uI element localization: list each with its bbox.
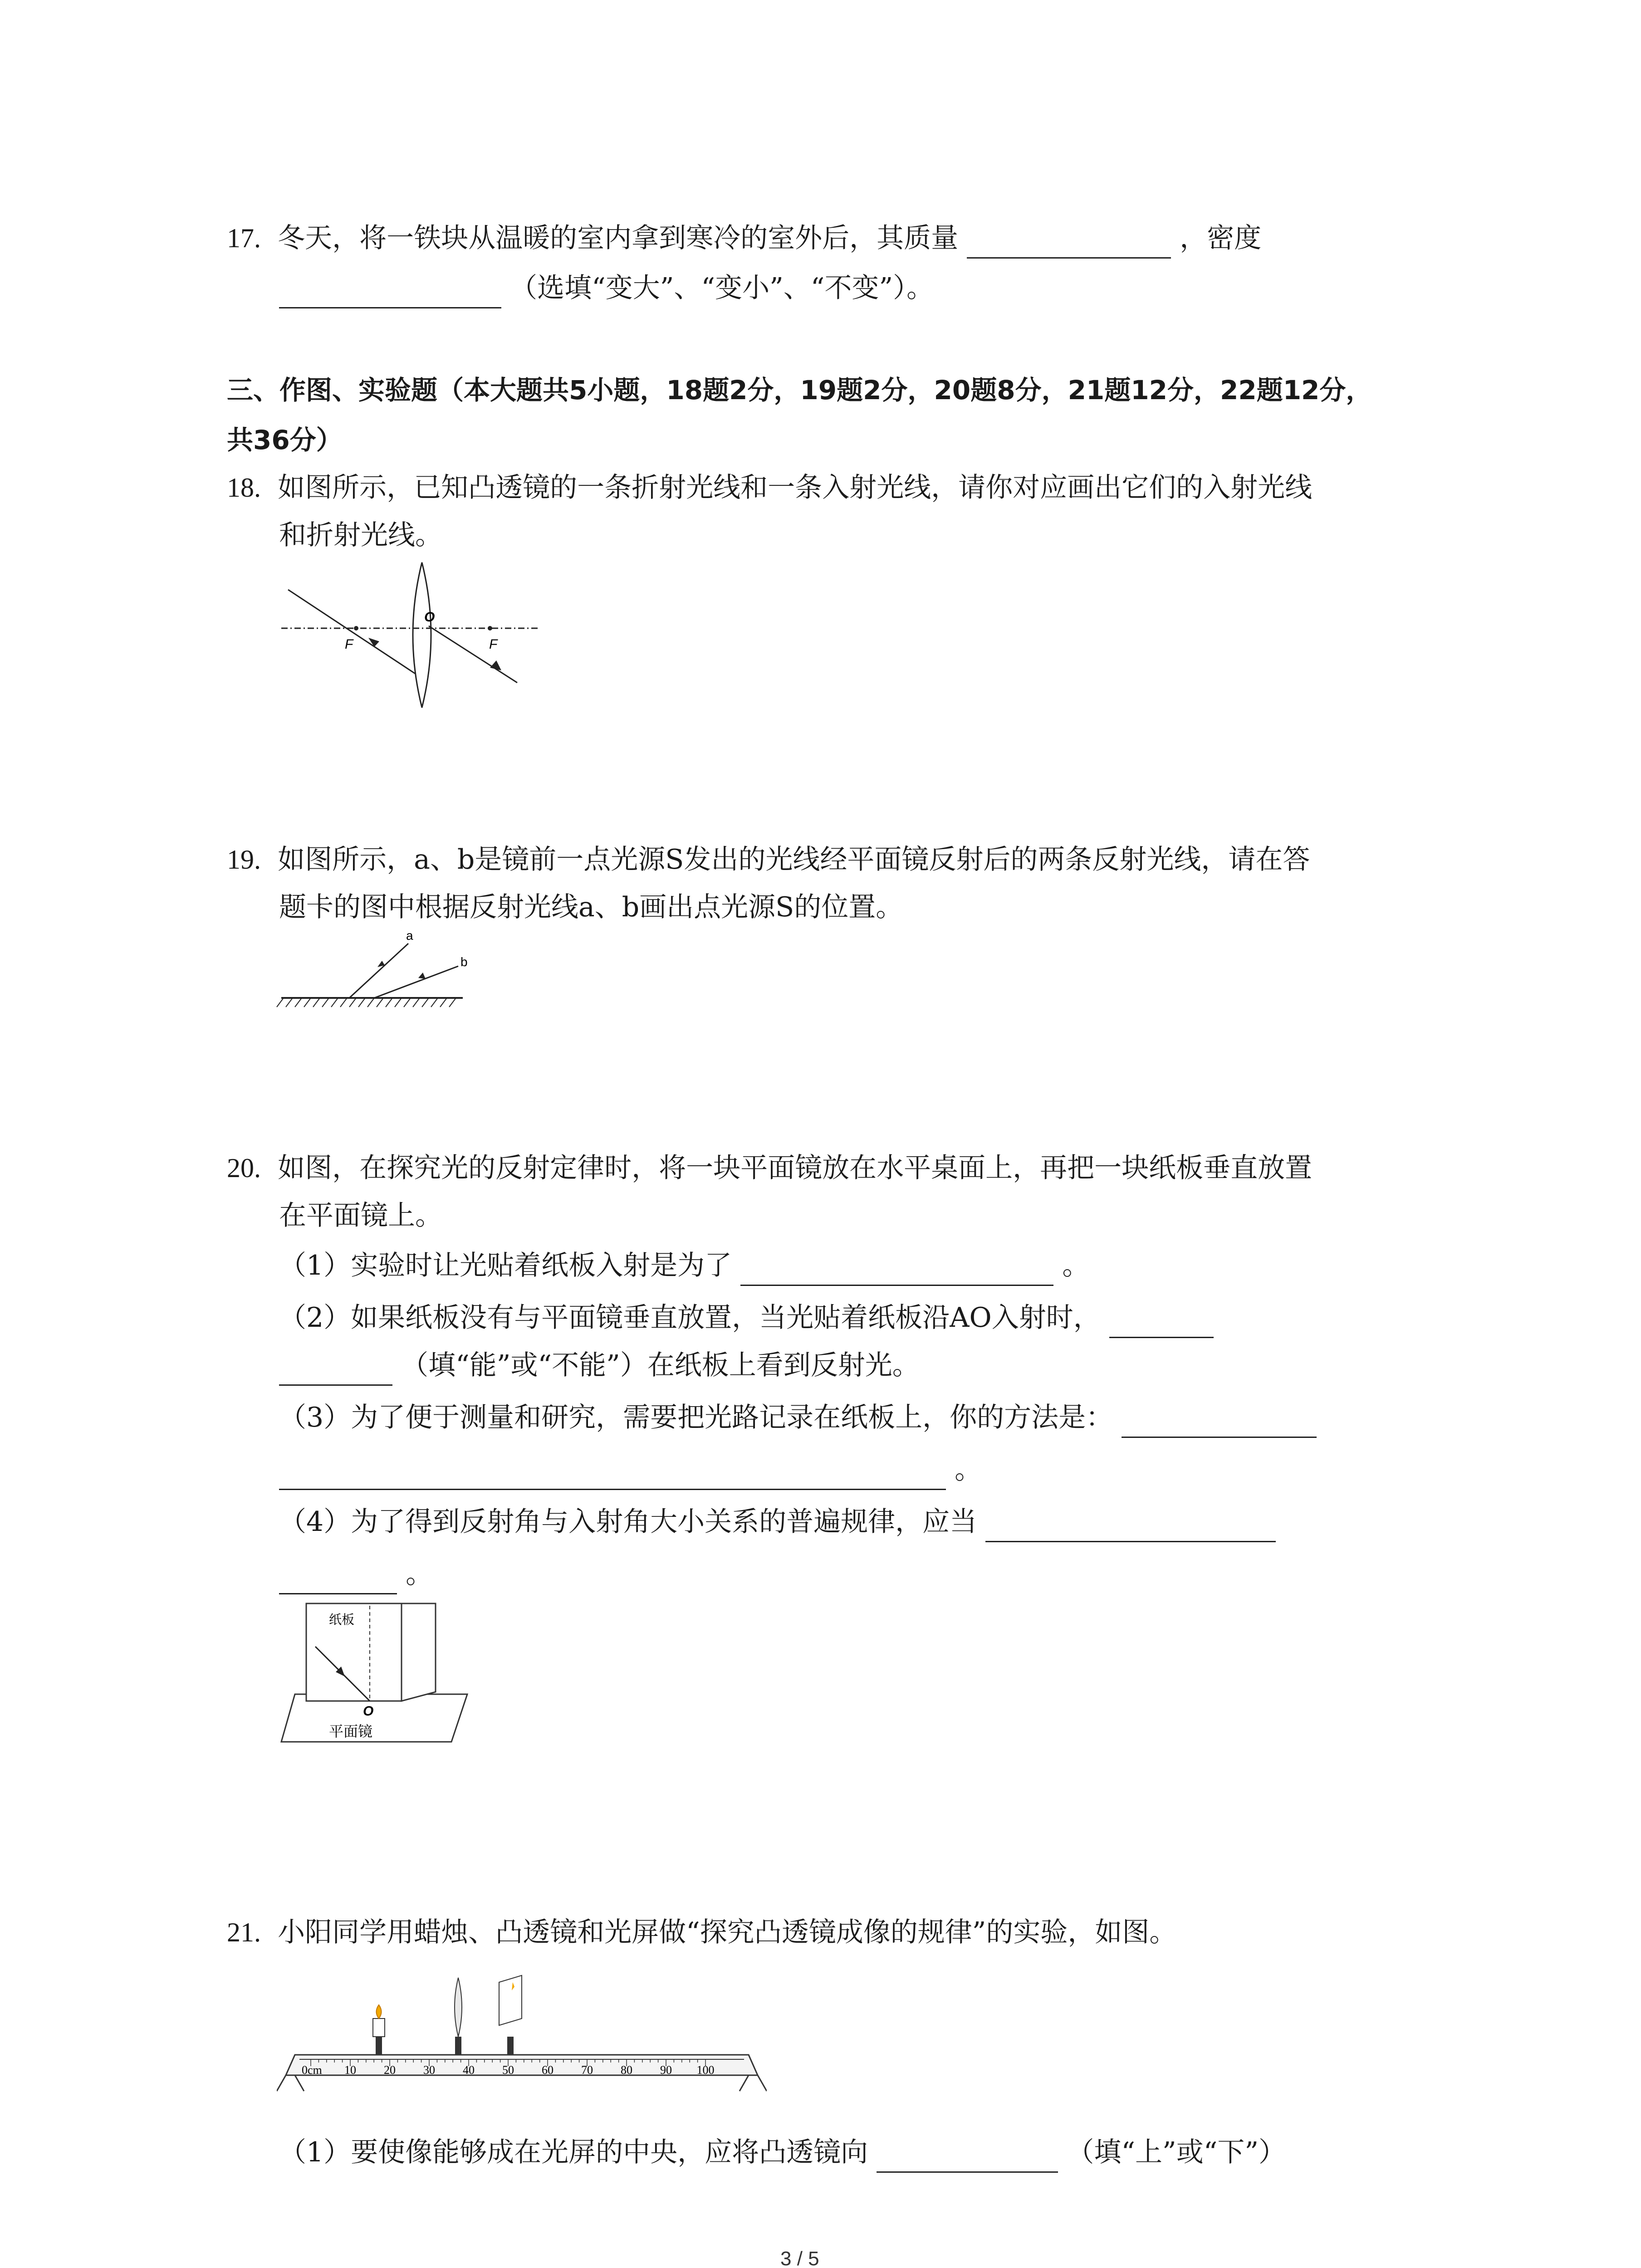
q20-part4-line2 (279, 1554, 433, 1594)
focal-point-right (488, 626, 492, 631)
q20-text-2: 在平面镜上。 (279, 1200, 442, 1232)
arrow-icon (418, 973, 426, 979)
bench-tick-label: 60 (542, 2063, 554, 2077)
bench-tick-label: 90 (660, 2063, 672, 2077)
bench-tick-label: 80 (621, 2063, 632, 2077)
optical-bench (286, 2055, 758, 2075)
paper-board-right (402, 1603, 436, 1701)
q20-p2-blank-b[interactable] (279, 1353, 392, 1386)
convex-lens-icon (413, 562, 431, 708)
q20-part2-line1 (279, 1297, 1214, 1338)
q19-line1 (227, 839, 1310, 880)
arrow-icon (490, 660, 501, 670)
q20-number: 20. (227, 1153, 261, 1183)
q20-part4-line1 (279, 1501, 1276, 1542)
q20-part1 (279, 1245, 1089, 1286)
q20-p1-blank[interactable] (740, 1253, 1053, 1286)
q20-p4-blank-b[interactable] (279, 1561, 397, 1594)
q20-p4-text: （4）为了得到反射角与入射角大小关系的普遍规律，应当 (279, 1506, 977, 1538)
light-screen-icon (499, 1975, 522, 2055)
q21-text-1: 小阳同学用蜡烛、凸透镜和光屏做“探究凸透镜成像的规律”的实验，如图。 (278, 1916, 1177, 1948)
bench-tick-label: 0cm (302, 2063, 322, 2077)
q20-p4-end: 。 (406, 1558, 433, 1590)
q19-text-2: 题卡的图中根据反射光线a、b画出点光源S的位置。 (279, 891, 903, 923)
q17-text-a: 冬天，将一铁块从温暖的室内拿到寒冷的室外后，其质量 (278, 222, 959, 254)
q21-p1-end: （填“上”或“下”） (1067, 2136, 1286, 2168)
q20-p2-text: （2）如果纸板没有与平面镜垂直放置，当光贴着纸板沿AO入射时， (279, 1302, 1101, 1334)
q20-p3-text: （3）为了便于测量和研究，需要把光路记录在纸板上，你的方法是： (279, 1402, 1113, 1433)
q17-text-b: ，密度 (1180, 222, 1262, 254)
q21-p1-blank[interactable] (877, 2140, 1058, 2173)
q17-blank-density[interactable] (279, 275, 501, 308)
candle-icon (373, 2005, 385, 2055)
label-b: b (460, 955, 468, 969)
q19-number: 19. (227, 845, 261, 875)
bench-tick-label: 50 (502, 2063, 514, 2077)
q21-number: 21. (227, 1917, 261, 1947)
q21-part1 (279, 2132, 1286, 2173)
section3-title-line1: 三、作图、实验题（本大题共5小题，18题2分，19题2分，20题8分，21题12分，22题12分， (227, 375, 1372, 406)
q18-line1 (227, 467, 1312, 508)
q20-line1 (227, 1148, 1312, 1188)
q18-lens-figure (272, 558, 544, 712)
q21-p1-text: （1）要使像能够成在光屏的中央，应将凸透镜向 (279, 2136, 868, 2168)
q17-number: 17. (227, 223, 261, 253)
label-board: 纸板 (329, 1613, 355, 1627)
q21-optical-bench-figure (277, 1969, 767, 2096)
q20-p1-text: （1）实验时让光贴着纸板入射是为了 (279, 1250, 732, 1281)
label-o: O (363, 1704, 374, 1719)
q19-text-1: 如图所示，a、b是镜前一点光源S发出的光线经平面镜反射后的两条反射光线，请在答 (278, 844, 1310, 875)
bench-tick-label: 30 (423, 2063, 435, 2077)
label-a: a (406, 929, 413, 943)
q17-line1 (227, 218, 1261, 259)
q20-p2-blank-a[interactable] (1109, 1305, 1214, 1338)
q20-part3-line2 (279, 1449, 982, 1490)
convex-lens-icon (455, 1978, 462, 2055)
bench-tick-label: 40 (463, 2063, 475, 2077)
bench-tick-label: 20 (384, 2063, 396, 2077)
q17-line2 (279, 268, 934, 308)
q20-p3-blank-b[interactable] (279, 1457, 946, 1490)
reflected-ray-a (349, 943, 408, 998)
q20-text-1: 如图，在探究光的反射定律时，将一块平面镜放在水平桌面上，再把一块纸板垂直放置 (278, 1152, 1313, 1184)
reflected-ray-b (374, 966, 458, 998)
focal-point-left (354, 626, 358, 631)
q20-p4-blank-a[interactable] (985, 1509, 1276, 1542)
q17-blank-mass[interactable] (967, 225, 1171, 259)
refracted-ray (429, 626, 517, 683)
q19-mirror-figure (272, 925, 499, 1016)
bench-tick-label: 10 (344, 2063, 356, 2077)
q20-part2-line2 (279, 1345, 920, 1386)
section3-title-line2: 共36分） (227, 425, 343, 455)
mirror-hatching (277, 998, 456, 1007)
q20-p2-end: （填“能”或“不能”）在纸板上看到反射光。 (401, 1349, 920, 1381)
page-number: 3 / 5 (780, 2248, 819, 2268)
label-f-right: F (489, 637, 498, 652)
incident-ray (288, 590, 415, 674)
q21-line1 (227, 1912, 1176, 1953)
arrow-icon (368, 638, 379, 647)
label-o: O (424, 610, 435, 625)
label-f-left: F (345, 637, 353, 652)
q20-part3-line1 (279, 1397, 1317, 1438)
q17-text-c: （选填“变大”、“变小”、“不变”）。 (510, 272, 934, 304)
q18-number: 18. (227, 473, 261, 503)
bench-tick-label: 70 (581, 2063, 593, 2077)
q20-p1-end: 。 (1062, 1250, 1090, 1281)
q20-p3-blank-a[interactable] (1122, 1405, 1317, 1438)
q18-text-2: 和折射光线。 (279, 519, 442, 551)
q18-text-1: 如图所示，已知凸透镜的一条折射光线和一条入射光线，请你对应画出它们的入射光线 (278, 472, 1313, 503)
bench-tick-label: 100 (696, 2063, 715, 2077)
q20-p3-end: 。 (955, 1454, 982, 1486)
q20-reflection-figure (272, 1597, 481, 1751)
label-mirror: 平面镜 (329, 1723, 373, 1740)
